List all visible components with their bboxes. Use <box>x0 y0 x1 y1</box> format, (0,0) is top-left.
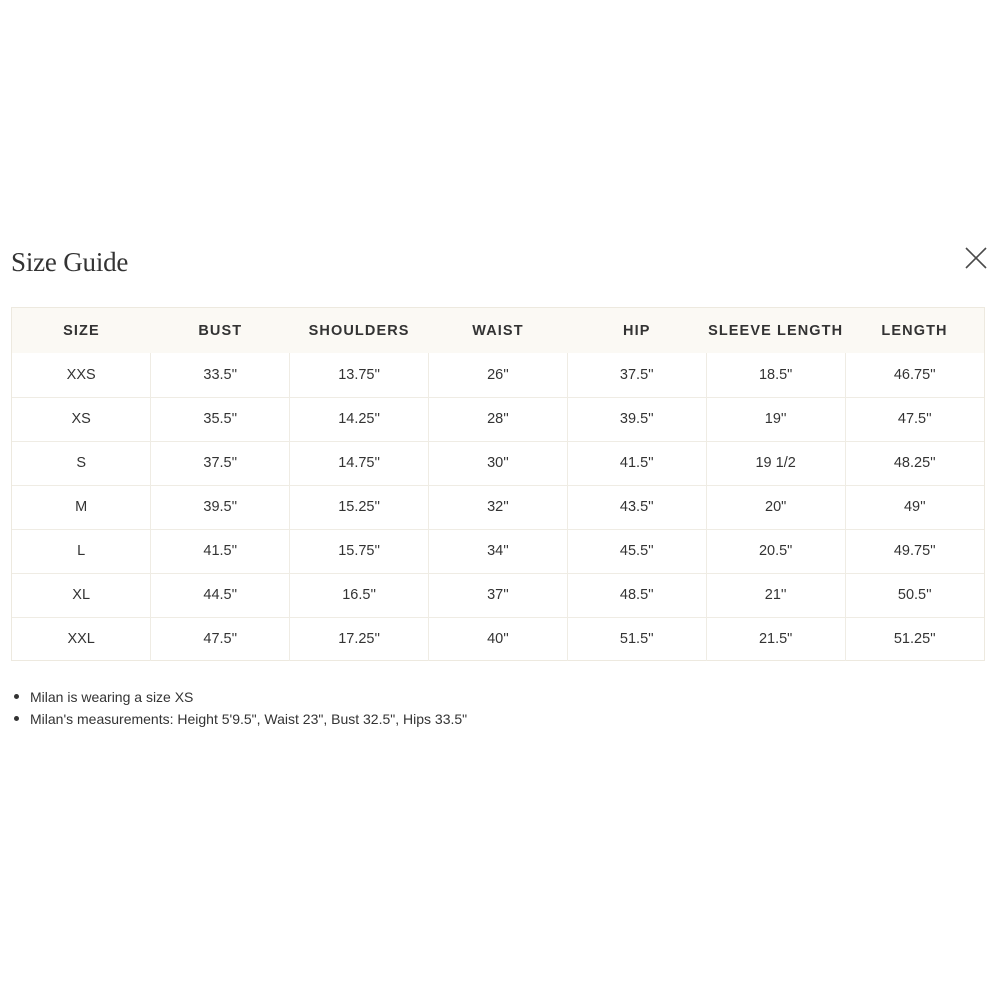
close-button[interactable] <box>962 244 990 272</box>
cell-waist: 37'' <box>429 573 568 617</box>
column-header-length: LENGTH <box>881 322 948 339</box>
bullet-icon <box>14 694 19 699</box>
cell-size: M <box>12 485 151 529</box>
cell-shoulders: 17.25'' <box>290 617 429 661</box>
cell-size: XXS <box>12 353 151 397</box>
cell-shoulders: 14.75'' <box>290 441 429 485</box>
cell-length: 49'' <box>845 485 984 529</box>
cell-bust: 47.5'' <box>151 617 290 661</box>
cell-hip: 39.5'' <box>567 397 706 441</box>
cell-shoulders: 13.75'' <box>290 353 429 397</box>
cell-sleeve-length: 21'' <box>706 573 845 617</box>
cell-hip: 45.5'' <box>567 529 706 573</box>
size-table-container <box>11 307 985 661</box>
close-icon <box>962 244 990 272</box>
cell-bust: 35.5'' <box>151 397 290 441</box>
model-notes <box>11 686 467 730</box>
cell-hip: 37.5'' <box>567 353 706 397</box>
note-text: Milan is wearing a size XS <box>30 689 194 705</box>
cell-length: 46.75'' <box>845 353 984 397</box>
column-header-hip: HIP <box>623 322 651 339</box>
cell-bust: 44.5'' <box>151 573 290 617</box>
bullet-icon <box>14 716 19 721</box>
cell-size: XL <box>12 573 151 617</box>
cell-shoulders: 15.25'' <box>290 485 429 529</box>
cell-bust: 33.5'' <box>151 353 290 397</box>
column-header-size: SIZE <box>63 322 100 339</box>
cell-sleeve-length: 20.5" <box>706 529 845 573</box>
cell-sleeve-length: 18.5" <box>706 353 845 397</box>
cell-hip: 48.5'' <box>567 573 706 617</box>
table-row <box>12 573 984 617</box>
cell-length: 47.5'' <box>845 397 984 441</box>
cell-hip: 43.5'' <box>567 485 706 529</box>
cell-waist: 34'' <box>429 529 568 573</box>
table-row <box>12 529 984 573</box>
cell-bust: 39.5'' <box>151 485 290 529</box>
cell-length: 49.75'' <box>845 529 984 573</box>
cell-size: L <box>12 529 151 573</box>
note-item <box>11 708 467 730</box>
cell-hip: 51.5'' <box>567 617 706 661</box>
table-body <box>12 353 984 661</box>
cell-sleeve-length: 21.5" <box>706 617 845 661</box>
cell-hip: 41.5'' <box>567 441 706 485</box>
column-header-bust: BUST <box>198 322 243 339</box>
cell-sleeve-length: 20" <box>706 485 845 529</box>
table-row <box>12 617 984 661</box>
cell-sleeve-length: 19'' <box>706 397 845 441</box>
cell-size: XS <box>12 397 151 441</box>
note-item <box>11 686 467 708</box>
cell-shoulders: 15.75'' <box>290 529 429 573</box>
cell-waist: 30'' <box>429 441 568 485</box>
modal-title: Size Guide <box>11 247 129 277</box>
cell-length: 48.25'' <box>845 441 984 485</box>
cell-length: 51.25'' <box>893 631 936 648</box>
column-header-waist: WAIST <box>472 322 524 339</box>
cell-sleeve-length: 19 1/2 <box>706 441 845 485</box>
column-header-shoulders: SHOULDERS <box>308 322 410 339</box>
cell-waist: 40'' <box>429 617 568 661</box>
cell-bust: 37.5'' <box>151 441 290 485</box>
table-header-row <box>12 308 984 353</box>
table-row <box>12 485 984 529</box>
cell-waist: 28'' <box>429 397 568 441</box>
cell-waist: 26'' <box>429 353 568 397</box>
table-row <box>12 353 984 397</box>
note-text: Milan's measurements: Height 5'9.5", Waist 23", Bust 32.5", Hips 33.5" <box>30 711 468 727</box>
cell-length: 50.5'' <box>845 573 984 617</box>
cell-bust: 41.5'' <box>151 529 290 573</box>
column-header-sleeve-length: SLEEVE LENGTH <box>708 322 844 339</box>
cell-size: S <box>12 441 151 485</box>
cell-shoulders: 16.5'' <box>290 573 429 617</box>
table-row <box>12 397 984 441</box>
cell-waist: 32'' <box>429 485 568 529</box>
cell-size: XXL <box>12 617 151 661</box>
table-row <box>12 441 984 485</box>
size-table <box>12 308 984 661</box>
cell-shoulders: 14.25'' <box>290 397 429 441</box>
